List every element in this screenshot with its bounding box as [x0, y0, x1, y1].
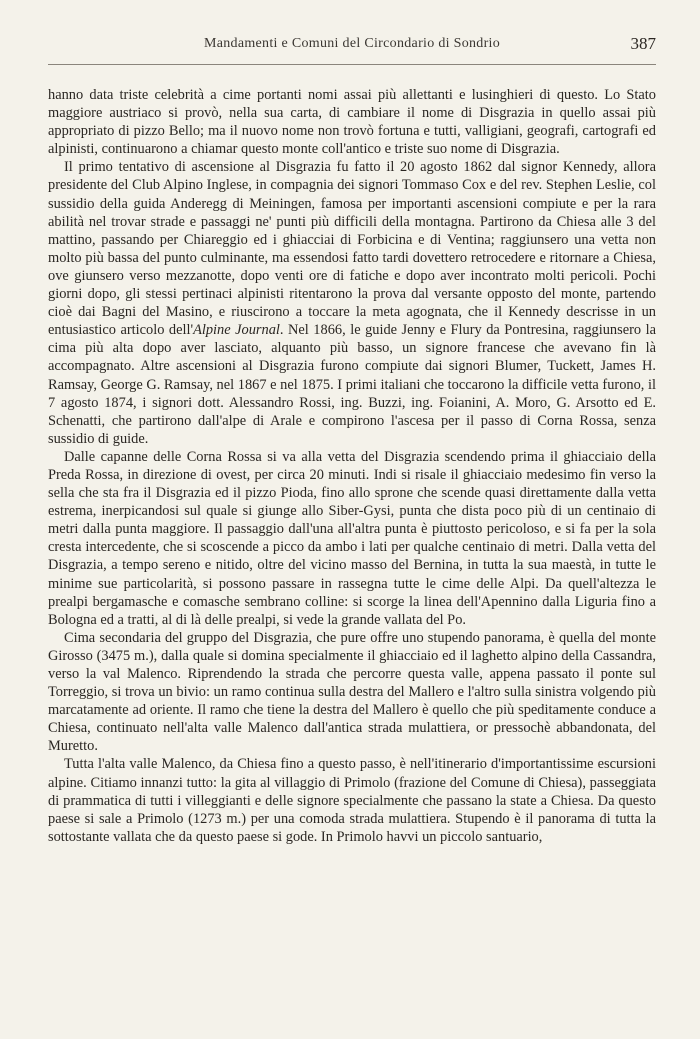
running-title: Mandamenti e Comuni del Circondario di Sondrio: [203, 36, 501, 51]
paragraph-1: hanno data triste celebrità a cime portanti nomi assai più allettanti e lusinghieri di questo. Lo Stato maggiore austriaco si provò, nella sua carta, di cambiare il nome di Disgrazia in quello assai più appropriato di pizzo Bello; ma il nuovo nome non trovò fortuna e tutti, valligiani, geografi, cartografi ed alpinisti, continuarono a chiamar questo monte coll'antico e triste suo nome di Disgrazia.: [48, 87, 656, 158]
body-text: [48, 86, 656, 846]
page-header: [48, 36, 656, 56]
journal-title: Alpine Journal: [193, 322, 280, 339]
paragraph-2-text-after: . Nel 1866, le guide Jenny e Flury da Pontresina, raggiunsero la cima più alta dopo aver lasciato, alquanto più basso, un signore francese che avevano fin là accompagnato. Altre ascensioni al Disgrazia furono compiute dai signori Blumer, Tuckett, James H. Ramsay, George G. Ramsay, nel 1867 e nel 1875. I primi italiani che toccarono la difficile vetta furono, il 7 agosto 1874, i signori dott. Alessandro Rossi, ing. Buzzi, ing. Foianini, A. Moro, G. Arsotto ed E. Schenatti, che partirono dall'alpe di Arale e compirono l'ascesa per il passo di Corna Rossa, senza sussidio di guide.: [48, 322, 656, 447]
header-rule: [48, 64, 656, 65]
paragraph-5: Tutta l'alta valle Malenco, da Chiesa fino a questo passo, è nell'itinerario d'importantissime escursioni alpine. Citiamo innanzi tutto: la gita al villaggio di Primolo (frazione del Comune di Chiesa), passeggiata di prammatica di tutti i villeggianti e delle signore specialmente che passano la state a Chiesa. Da questo paese si sale a Primolo (1273 m.) per una comoda strada mulattiera. Stupendo è il panorama di tutta la sottostante vallata che da questo paese si gode. In Primolo havvi un piccolo santuario,: [48, 756, 656, 845]
paragraph-4: Cima secondaria del gruppo del Disgrazia, che pure offre uno stupendo panorama, è quella del monte Girosso (3475 m.), dalla quale si domina specialmente il ghiacciaio ed il laghetto alpino della Cassandra, verso la val Malenco. Riprendendo la strada che percorre questa valle, appena passato il ponte sul Torreggio, si trova un bivio: un ramo continua sulla destra del Mallero e l'altro sulla sinistra volgendo più marcatamente ad oriente. Il ramo che tiene la destra del Mallero è quello che più speditamente conduce a Chiesa, continuato nell'alta valle Malenco dall'antica strada mulattiera, or pressochè abbandonata, del Muretto.: [48, 629, 656, 755]
page-number: 387: [630, 34, 656, 53]
paragraph-2: [48, 158, 656, 448]
paragraph-3: Dalle capanne delle Corna Rossa si va alla vetta del Disgrazia scendendo prima il ghiacciaio della Preda Rossa, in direzione di ovest, per circa 20 minuti. Indi si risale il ghiacciaio medesimo fin verso la sella che sta fra il Disgrazia ed il pizzo Pioda, fino allo sprone che scende quasi direttamente dalla vetta estrema, inerpicandosi sul quale si giunge allo Siber-Gysi, punta che dista poco più di un centinaio di metri dalla punta maggiore. Il passaggio dall'una all'altra punta è piuttosto pericoloso, e si fa per la sola cresta intercedente, che si scoscende a picco da ambo i lati per qualche centinaio di metri. Dalla vetta del Disgrazia, a tempo sereno e nitido, oltre del vicino masso del Bernina, in tutta la sua maestà, in tutte le minime sue particolarità, si possono passare in rassegna tutte le cime delle Alpi. Da quell'altezza le prealpi bergamasche e comasche sembrano colline: si scorge la linea dell'Apennino dalla Liguria fino a Bologna ed a tratti, al di là delle prealpi, si vede la grande vallata del Po.: [48, 448, 656, 628]
paragraph-2-text-before: Il primo tentativo di ascensione al Disgrazia fu fatto il 20 agosto 1862 dal signor Kennedy, allora presidente del Club Alpino Inglese, in compagnia dei signori Tommaso Cox e del rev. Stephen Leslie, col sussidio della guida Anderegg di Meiningen, famosa per importanti ascensioni compiute e per la rara abilità nel trovar strade e passaggi ne' punti più difficili della montagna. Partirono da Chiesa alle 3 del mattino, passando per Chiareggio ed i ghiacciai di Forbicina e di Ventina; raggiunsero una vetta non molto più bassa del punto culminante, ma essendosi fatto tardi dovettero retrocedere e ritornare a Chiesa, ove giunsero verso mezzanotte, dopo venti ore di fatiche e dopo aver incontrato molti pericoli. Pochi giorni dopo, gli stessi pertinaci alpinisti ritentarono la prova dal versante opposto del monte, partendo cioè dai Bagni del Masino, e riuscirono a toccare la meta agognata, che il Kennedy descrisse in un entusiastico articolo dell': [48, 159, 656, 339]
